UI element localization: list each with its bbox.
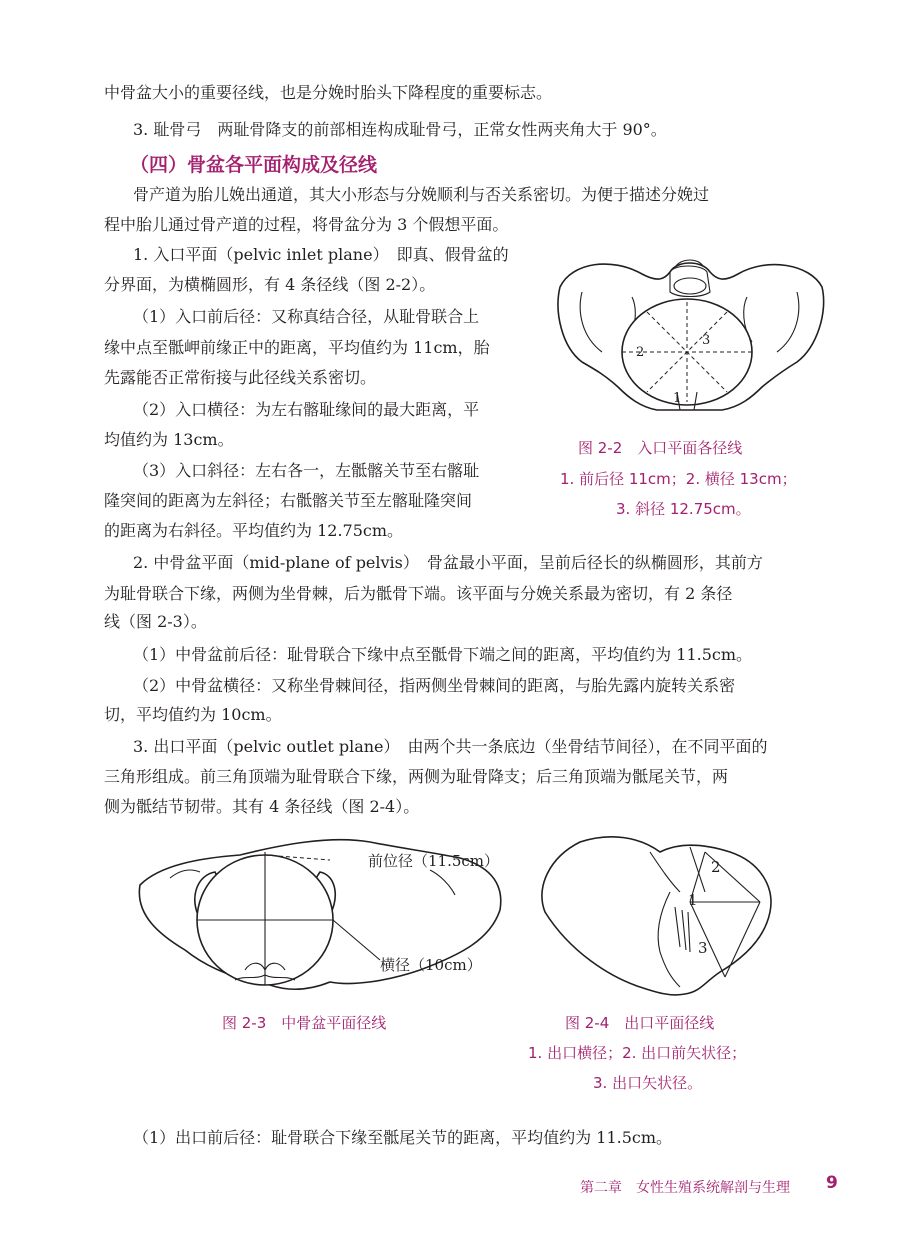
fig22-label-2: 2 (636, 345, 645, 360)
fig24-label-2: 2 (711, 858, 721, 876)
figure-2-3-caption: 图 2-3 中骨盆平面径线 (222, 1014, 387, 1032)
paragraph-line: 3. 出口平面（pelvic outlet plane） 由两个共一条底边（坐骨结节间径），在不同平面的 (133, 737, 768, 756)
paragraph-line: 隆突间的距离为左斜径；右骶髂关节至左髂耻隆突间 (104, 491, 473, 510)
paragraph-line: 的距离为右斜径。平均值约为 12.75cm。 (104, 521, 404, 540)
paragraph-line: 缘中点至骶岬前缘正中的距离，平均值约为 11cm，胎 (104, 338, 490, 357)
figure-2-4-pelvic-outlet (530, 832, 780, 1000)
paragraph-line: 三角形组成。前三角顶端为耻骨联合下缘，两侧为耻骨降支；后三角顶端为骶尾关节，两 (104, 767, 729, 786)
fig23-label-ap: 前位径（11.5cm） (368, 852, 500, 870)
paragraph-line: 先露能否正常衔接与此径线关系密切。 (104, 368, 377, 387)
paragraph-line: （3）入口斜径：左右各一，左骶髂关节至右髂耻 (133, 461, 480, 480)
figure-2-2-caption-line: 3. 斜径 12.75cm。 (616, 500, 751, 518)
paragraph-line: （1）中骨盆前后径：耻骨联合下缘中点至骶骨下端之间的距离，平均值约为 11.5cm。 (133, 645, 753, 664)
paragraph-line: 3. 耻骨弓 两耻骨降支的前部相连构成耻骨弓，正常女性两夹角大于 90°。 (133, 120, 667, 139)
page-number: 9 (826, 1173, 838, 1193)
figure-2-2-pelvic-inlet (552, 252, 828, 418)
paragraph-line: 均值约为 13cm。 (104, 430, 234, 449)
paragraph-line: 侧为骶结节韧带。其有 4 条径线（图 2-4）。 (104, 797, 420, 816)
paragraph-line: 程中胎儿通过骨产道的过程，将骨盆分为 3 个假想平面。 (104, 215, 509, 234)
fig22-label-1: 1 (673, 391, 682, 406)
section-heading: （四）骨盆各平面构成及径线 (130, 154, 378, 176)
paragraph-line: （2）中骨盆横径：又称坐骨棘间径，指两侧坐骨棘间的距离，与胎先露内旋转关系密 (133, 676, 736, 695)
figure-2-3-midpelvis (130, 830, 510, 1000)
paragraph-line: 分界面，为横椭圆形，有 4 条径线（图 2-2）。 (104, 275, 436, 294)
figure-2-4-caption-line: 1. 出口横径；2. 出口前矢状径； (528, 1044, 747, 1062)
paragraph-line: 2. 中骨盆平面（mid-plane of pelvis） 骨盆最小平面，呈前后径长的纵椭圆形，其前方 (133, 553, 763, 572)
paragraph-line: 中骨盆大小的重要径线，也是分娩时胎头下降程度的重要标志。 (104, 83, 553, 102)
figure-2-4-caption-line: 3. 出口矢状径。 (593, 1074, 703, 1092)
paragraph-line: 切，平均值约为 10cm。 (104, 705, 282, 724)
paragraph-line: 为耻骨联合下缘，两侧为坐骨棘，后为骶骨下端。该平面与分娩关系最为密切，有 2 条径 (104, 584, 733, 603)
paragraph-line: （2）入口横径：为左右髂耻缘间的最大距离，平 (133, 400, 480, 419)
paragraph-line: 线（图 2-3）。 (104, 612, 207, 631)
fig22-label-3: 3 (702, 333, 711, 348)
figure-2-4-caption: 图 2-4 出口平面径线 (565, 1014, 715, 1032)
fig24-label-1: 1 (688, 891, 698, 909)
paragraph-line: （1）出口前后径：耻骨联合下缘至骶尾关节的距离，平均值约为 11.5cm。 (133, 1128, 673, 1147)
fig23-label-trans: 横径（10cm） (380, 956, 482, 974)
figure-2-2-caption: 图 2-2 入口平面各径线 (578, 439, 743, 457)
paragraph-line: 1. 入口平面（pelvic inlet plane） 即真、假骨盆的 (133, 245, 509, 264)
paragraph-line: 骨产道为胎儿娩出通道，其大小形态与分娩顺利与否关系密切。为便于描述分娩过 (133, 185, 710, 204)
paragraph-line: （1）入口前后径：又称真结合径，从耻骨联合上 (133, 307, 480, 326)
footer-chapter: 第二章 女性生殖系统解剖与生理 (580, 1180, 790, 1196)
fig24-label-3: 3 (698, 939, 708, 957)
figure-2-2-caption-line: 1. 前后径 11cm；2. 横径 13cm； (560, 470, 797, 488)
